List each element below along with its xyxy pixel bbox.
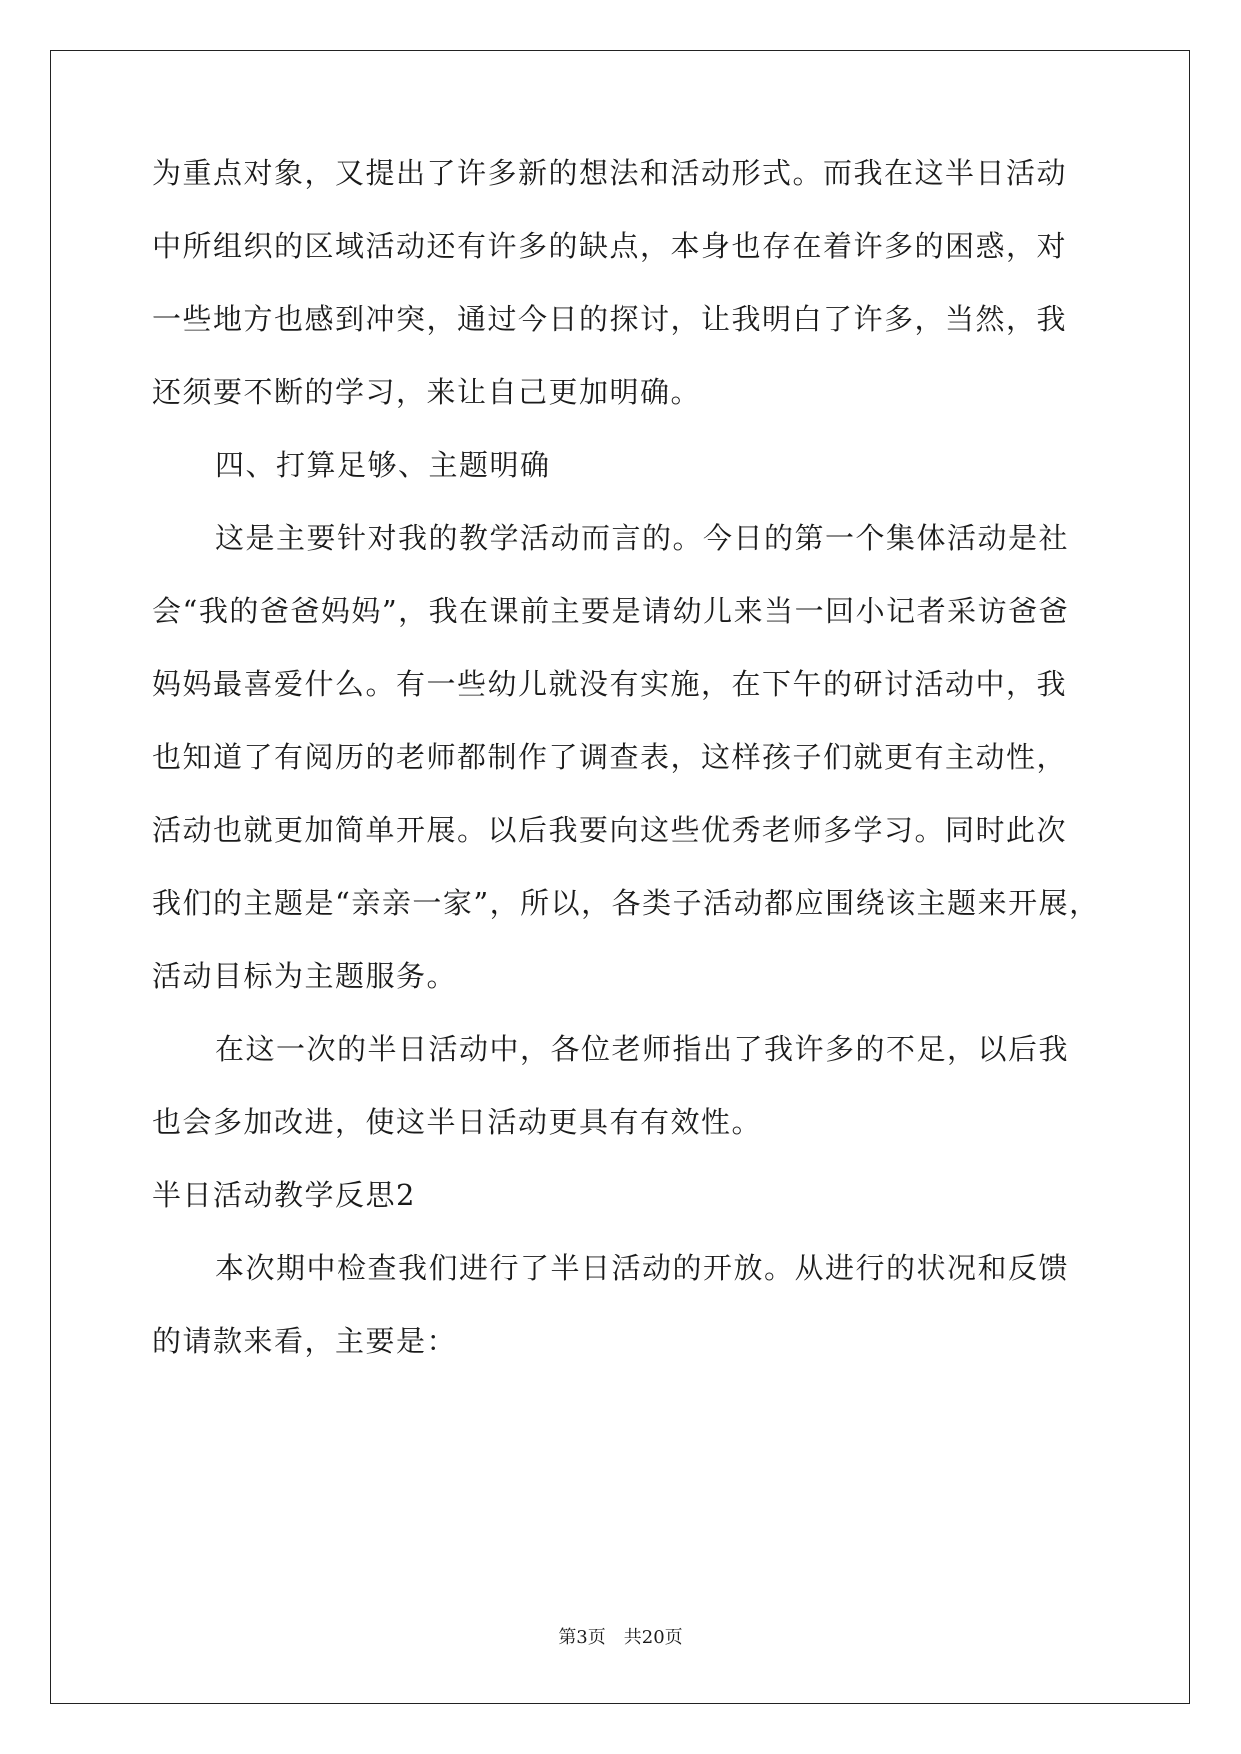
body-text-line: 活动目标为主题服务。 xyxy=(152,959,458,993)
body-text-line: 本次期中检查我们进行了半日活动的开放。从进行的状况和反馈 xyxy=(215,1251,1070,1285)
body-text-line: 也知道了有阅历的老师都制作了调查表，这样孩子们就更有主动性， xyxy=(152,740,1068,774)
body-text-line: 活动也就更加简单开展。以后我要向这些优秀老师多学习。同时此次 xyxy=(152,813,1068,847)
body-text-line: 我们的主题是“亲亲一家”，所以，各类子活动都应围绕该主题来开展， xyxy=(152,886,1100,920)
body-text-line: 为重点对象，又提出了许多新的想法和活动形式。而我在这半日活动 xyxy=(152,156,1068,190)
article-title: 半日活动教学反思2 xyxy=(152,1178,416,1212)
body-text-line: 会“我的爸爸妈妈”，我在课前主要是请幼儿来当一回小记者采访爸爸 xyxy=(152,594,1070,628)
body-text-line: 还须要不断的学习，来让自己更加明确。 xyxy=(152,375,702,409)
body-text-line: 中所组织的区域活动还有许多的缺点，本身也存在着许多的困惑，对 xyxy=(152,229,1068,263)
body-text-line: 一些地方也感到冲突，通过今日的探讨，让我明白了许多，当然，我 xyxy=(152,302,1068,336)
body-text-line: 在这一次的半日活动中，各位老师指出了我许多的不足，以后我 xyxy=(215,1032,1070,1066)
body-text-line: 这是主要针对我的教学活动而言的。今日的第一个集体活动是社 xyxy=(215,521,1070,555)
body-text-line: 的请款来看，主要是： xyxy=(152,1324,458,1358)
page-number-footer: 第3页 共20页 xyxy=(558,1627,683,1648)
page-border xyxy=(50,50,1190,1704)
body-text-line: 也会多加改进，使这半日活动更具有有效性。 xyxy=(152,1105,763,1139)
section-heading: 四、打算足够、主题明确 xyxy=(215,448,551,482)
body-text-line: 妈妈最喜爱什么。有一些幼儿就没有实施，在下午的研讨活动中，我 xyxy=(152,667,1068,701)
